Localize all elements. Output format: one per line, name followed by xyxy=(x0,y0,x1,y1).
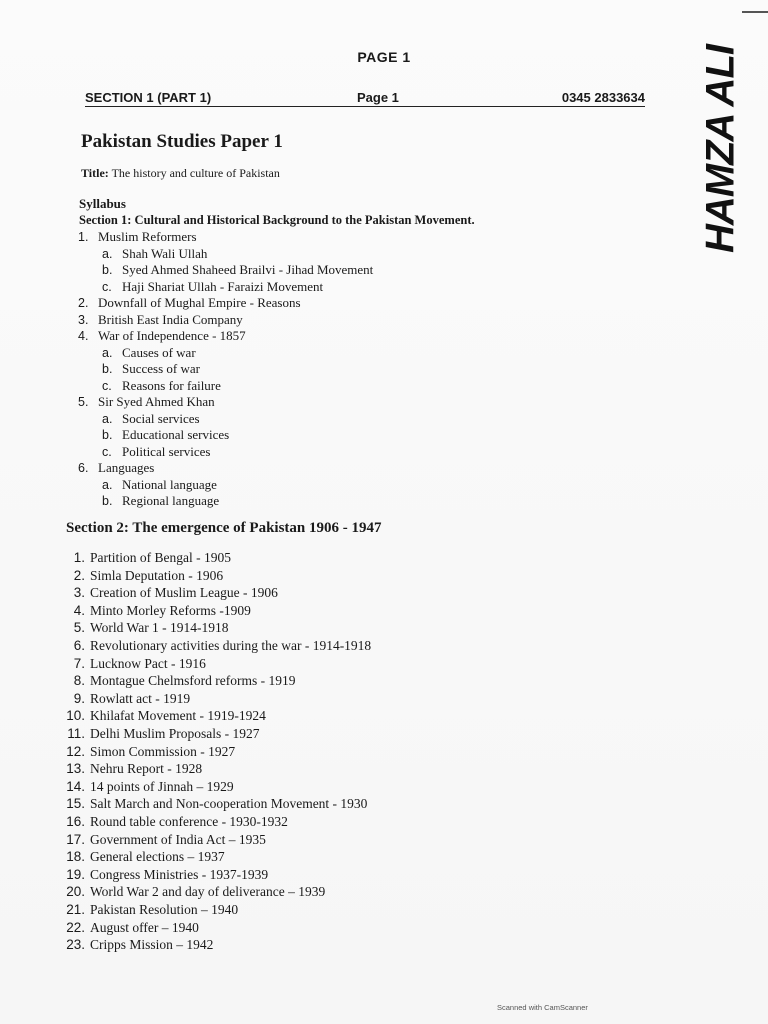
list-item xyxy=(58,549,231,567)
list-item xyxy=(58,672,295,690)
outline-subitem xyxy=(102,262,373,278)
item-number: 4. xyxy=(78,329,89,343)
list-item xyxy=(58,883,325,901)
item-text: Lucknow Pact - 1916 xyxy=(90,655,206,671)
outline-item xyxy=(78,312,243,328)
item-number: 4. xyxy=(73,602,85,618)
item-text: National language xyxy=(122,476,217,492)
item-text: Partition of Bengal - 1905 xyxy=(90,550,231,565)
item-text: General elections – 1937 xyxy=(90,849,225,865)
item-text: Political services xyxy=(122,443,211,459)
item-number: 6. xyxy=(78,461,89,475)
item-text: Sir Syed Ahmed Khan xyxy=(98,394,215,409)
outline-item xyxy=(78,328,246,344)
item-number: 18. xyxy=(66,849,85,865)
list-item xyxy=(58,602,251,620)
item-text: Government of India Act – 1935 xyxy=(90,831,266,847)
item-number: a. xyxy=(102,477,113,492)
item-number: 2. xyxy=(78,296,89,310)
item-number: 14. xyxy=(66,778,85,794)
corner-mark xyxy=(742,11,768,13)
item-text: Revolutionary activities during the war - 1914-1918 xyxy=(90,638,372,653)
item-number: 12. xyxy=(66,743,85,759)
outline-item xyxy=(78,229,197,245)
item-text: Cripps Mission – 1942 xyxy=(90,937,214,953)
item-number: 3. xyxy=(78,312,89,327)
item-text: Nehru Report - 1928 xyxy=(90,761,203,777)
header-phone: 0345 2833634 xyxy=(561,90,645,105)
list-item xyxy=(58,707,266,725)
author-name-text: HAMZA ALI xyxy=(698,45,743,253)
list-item xyxy=(58,655,206,673)
outline-subitem xyxy=(102,345,196,361)
list-item xyxy=(58,619,229,637)
item-text: Congress Ministries - 1937-1939 xyxy=(90,866,269,882)
item-text: Shah Wali Ullah xyxy=(122,245,208,261)
item-text: Simon Commission - 1927 xyxy=(90,743,236,759)
item-number: b. xyxy=(102,263,113,277)
item-text: August offer – 1940 xyxy=(90,919,199,935)
item-number: c. xyxy=(102,444,112,459)
section1-heading: Section 1: Cultural and Historical Background to the Pakistan Movement. xyxy=(79,213,475,227)
item-number: 5. xyxy=(78,395,89,409)
item-number: 11. xyxy=(67,726,85,741)
item-number: 7. xyxy=(73,655,85,671)
item-text: Regional language xyxy=(122,493,220,508)
outline-subitem xyxy=(102,477,217,493)
document-title: Pakistan Studies Paper 1 xyxy=(81,131,283,152)
item-number: 13. xyxy=(66,761,85,777)
item-text: Delhi Muslim Proposals - 1927 xyxy=(90,726,260,741)
outline-item xyxy=(78,295,301,311)
list-item xyxy=(58,936,213,954)
author-name-vertical xyxy=(698,45,743,253)
item-number: 17. xyxy=(66,831,85,847)
item-number: 22. xyxy=(66,919,85,935)
outline-subitem xyxy=(102,444,210,460)
outline-item xyxy=(78,460,154,476)
item-text: Downfall of Mughal Empire - Reasons xyxy=(98,295,301,310)
item-number: 19. xyxy=(66,866,85,882)
item-text: Round table conference - 1930-1932 xyxy=(90,814,288,829)
item-text: World War 1 - 1914-1918 xyxy=(90,620,229,636)
list-item xyxy=(58,743,235,761)
item-number: 5. xyxy=(73,620,85,636)
item-text: 14 points of Jinnah – 1929 xyxy=(90,778,234,794)
outline-subitem xyxy=(102,246,207,262)
item-text: War of Independence - 1857 xyxy=(98,328,246,343)
list-item xyxy=(58,831,266,849)
item-text: Rowlatt act - 1919 xyxy=(90,690,191,706)
list-item xyxy=(58,919,199,937)
item-text: Pakistan Resolution – 1940 xyxy=(90,902,239,917)
item-number: 15. xyxy=(66,796,85,812)
item-number: a. xyxy=(102,411,113,426)
item-text: Muslim Reformers xyxy=(98,229,197,244)
outline-item xyxy=(78,394,215,410)
item-text: Haji Shariat Ullah - Faraizi Movement xyxy=(122,278,324,294)
item-number: c. xyxy=(102,378,112,393)
list-item xyxy=(58,637,371,655)
item-number: 10. xyxy=(66,708,85,724)
list-item xyxy=(58,584,278,602)
syllabus-label: Syllabus xyxy=(79,196,126,211)
outline-subitem xyxy=(102,378,221,394)
item-text: Social services xyxy=(122,410,200,426)
header-row xyxy=(85,88,645,107)
list-item xyxy=(58,813,288,831)
list-item xyxy=(58,725,260,743)
item-text: World War 2 and day of deliverance – 1939 xyxy=(90,884,326,900)
item-number: 23. xyxy=(66,937,85,953)
list-item xyxy=(58,778,234,796)
item-text: Montague Chelmsford reforms - 1919 xyxy=(90,673,296,689)
list-item xyxy=(58,795,367,813)
outline-subitem xyxy=(102,427,229,443)
list-item xyxy=(58,760,202,778)
subtitle-line xyxy=(81,166,280,181)
item-number: a. xyxy=(102,246,113,261)
page-label: PAGE 1 xyxy=(357,49,411,65)
outline-subitem xyxy=(102,361,200,377)
item-number: b. xyxy=(102,428,113,442)
outline-subitem xyxy=(102,493,219,509)
outline-subitem xyxy=(102,411,200,427)
list-item xyxy=(58,690,190,708)
item-number: 20. xyxy=(66,884,85,900)
item-number: 2. xyxy=(73,567,85,583)
section2-heading: Section 2: The emergence of Pakistan 1906 - 1947 xyxy=(66,520,382,536)
item-text: Simla Deputation - 1906 xyxy=(90,567,224,583)
item-text: Success of war xyxy=(122,361,200,376)
header-section: SECTION 1 (PART 1) xyxy=(85,90,212,105)
item-number: 16. xyxy=(66,814,85,829)
scanner-watermark: Scanned with CamScanner xyxy=(497,1003,588,1012)
item-text: Syed Ahmed Shaheed Brailvi - Jihad Movement xyxy=(122,262,374,277)
header-page: Page 1 xyxy=(357,90,399,105)
outline-subitem xyxy=(102,279,323,295)
item-text: Creation of Muslim League - 1906 xyxy=(90,585,278,601)
item-number: c. xyxy=(102,279,112,294)
item-text: Educational services xyxy=(122,427,230,442)
item-text: Khilafat Movement - 1919-1924 xyxy=(90,708,266,724)
subtitle-label: Title: xyxy=(81,166,109,180)
list-item xyxy=(58,567,223,585)
item-text: Minto Morley Reforms -1909 xyxy=(90,602,251,618)
item-text: Languages xyxy=(98,460,155,475)
item-number: 1. xyxy=(73,550,85,565)
item-number: 21. xyxy=(66,902,85,917)
item-number: 9. xyxy=(73,690,85,706)
item-number: 3. xyxy=(73,585,85,601)
list-item xyxy=(58,848,225,866)
item-text: Reasons for failure xyxy=(122,377,221,393)
item-text: Salt March and Non-cooperation Movement - 1930 xyxy=(90,796,368,812)
item-text: British East India Company xyxy=(98,311,243,327)
item-number: b. xyxy=(102,494,113,508)
list-item xyxy=(58,866,268,884)
item-text: Causes of war xyxy=(122,344,196,360)
item-number: 8. xyxy=(73,673,85,689)
item-number: 1. xyxy=(78,230,89,244)
item-number: 6. xyxy=(73,638,85,653)
list-item xyxy=(58,901,238,919)
item-number: a. xyxy=(102,345,113,360)
subtitle-value: The history and culture of Pakistan xyxy=(111,166,280,180)
item-number: b. xyxy=(102,362,113,376)
